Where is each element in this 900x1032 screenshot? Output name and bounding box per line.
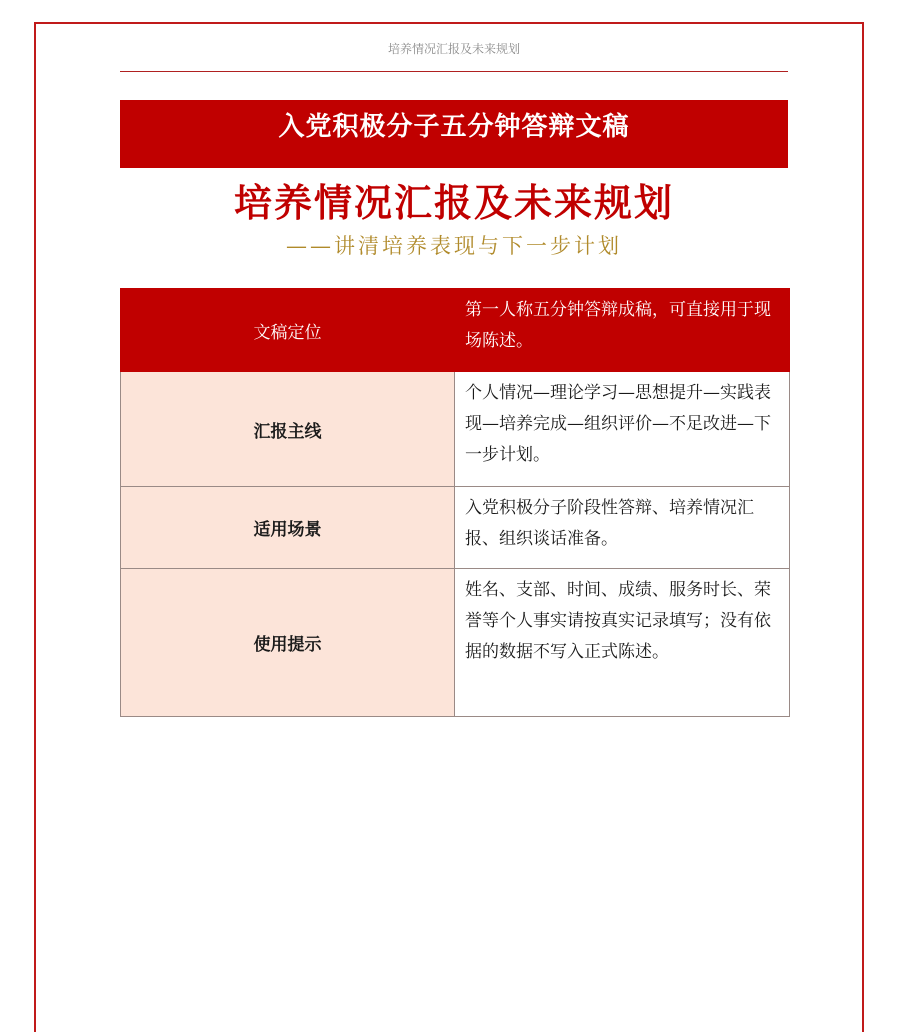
document-subtitle: ——讲清培养表现与下一步计划	[286, 234, 622, 258]
table-row-positioning	[121, 289, 790, 372]
table-row-main-line	[121, 372, 790, 487]
table-value-cell: 个人情况—理论学习—思想提升—实践表现—培养完成—组织评价—不足改进—下一步计划。	[455, 372, 790, 487]
banner-title: 入党积极分子五分钟答辩文稿	[278, 112, 630, 142]
table-value-cell: 入党积极分子阶段性答辩、培养情况汇报、组织谈话准备。	[455, 487, 790, 569]
table-label-cell: 汇报主线	[121, 372, 455, 487]
table-value-cell: 姓名、支部、时间、成绩、服务时长、荣誉等个人事实请按真实记录填写；没有依据的数据不写入正式陈述。	[455, 569, 790, 717]
table-row-scenarios	[121, 487, 790, 569]
table-row-usage-tips	[121, 569, 790, 717]
running-header: 培养情况汇报及未来规划	[387, 42, 520, 56]
table-value-cell: 第一人称五分钟答辩成稿，可直接用于现场陈述。	[455, 289, 790, 372]
document-title: 培养情况汇报及未来规划	[233, 181, 674, 225]
table-label-cell: 使用提示	[121, 569, 455, 717]
table-label-cell: 文稿定位	[121, 289, 455, 372]
table-label-cell: 适用场景	[121, 487, 455, 569]
title-banner	[120, 100, 788, 168]
header-divider	[120, 71, 788, 72]
info-table	[120, 288, 790, 717]
